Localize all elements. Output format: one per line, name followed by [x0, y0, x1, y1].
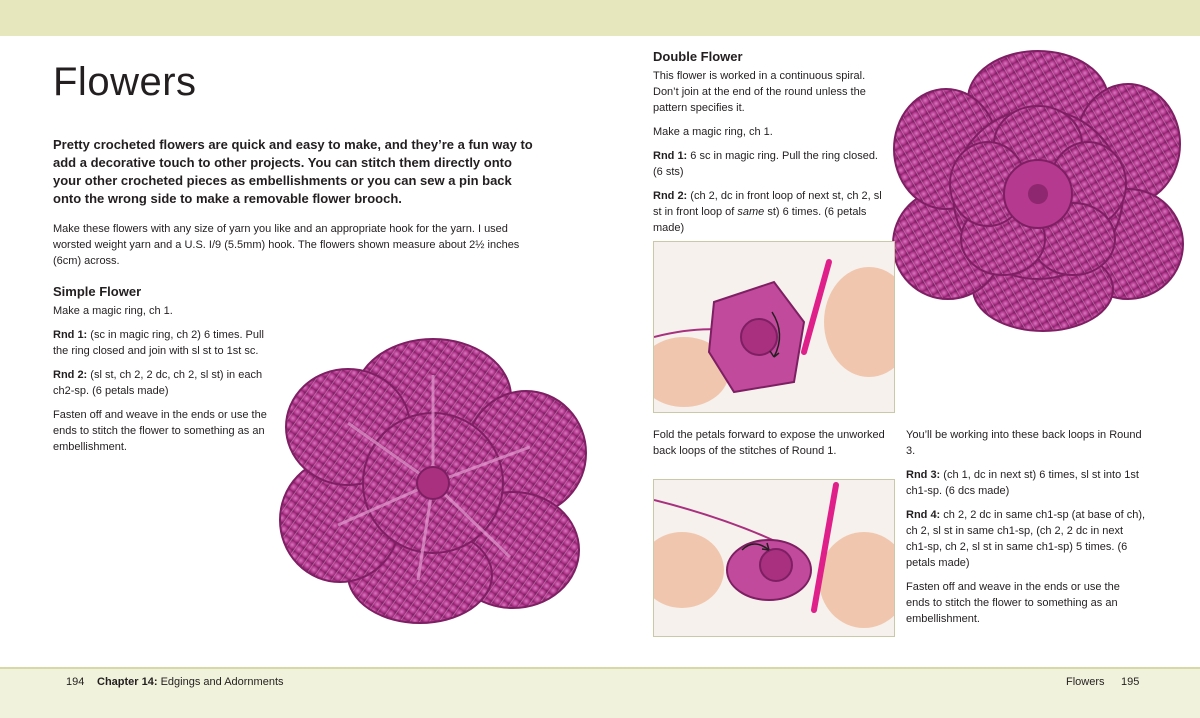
simple-flower-heading: Simple Flower: [53, 284, 142, 299]
double-flower-instructions-continued: [906, 427, 1146, 635]
step-photo-2-illustration: [654, 480, 895, 637]
right-section-name: Flowers: [1066, 676, 1105, 688]
simple-rnd1: Rnd 1: (sc in magic ring, ch 2) 6 times. Pull the ring closed and join with sl st to 1st sc.: [53, 329, 264, 357]
right-page-number: 195: [1121, 676, 1140, 688]
simple-rnd2: Rnd 2: (sl st, ch 2, 2 dc, ch 2, sl st) in each ch2-sp. (6 petals made): [53, 369, 263, 397]
page-title: Flowers: [53, 60, 197, 104]
intro-paragraph: Make these flowers with any size of yarn you like and an appropriate hook for the yarn. I used worsted weight yarn and a U.S. I/9 (5.5mm) hook. The flowers shown measure about 2½ inches (6cm) across.: [53, 223, 520, 267]
double-rnd2: Rnd 2: (ch 2, dc in front loop of next st, ch 2, sl st in front loop of same st) 6 times. (6 petals made): [653, 190, 882, 234]
header-band: [0, 0, 1200, 36]
double-rnd3: Rnd 3: (ch 1, dc in next st) 6 times, sl st into 1st ch1-sp. (6 dcs made): [906, 469, 1139, 497]
step-photo-1: [653, 241, 895, 413]
double-flower-photo: [888, 44, 1188, 334]
chapter-title: Chapter 14: Edgings and Adornments: [97, 676, 284, 688]
double-finish: Fasten off and weave in the ends or use the ends to stitch the flower to something as an embellishment.: [906, 581, 1120, 625]
simple-step0: Make a magic ring, ch 1.: [53, 305, 173, 317]
caption-fold-petals: Fold the petals forward to expose the unworked back loops of the stitches of Round 1.: [653, 429, 885, 457]
simple-finish: Fasten off and weave in the ends or use the ends to stitch the flower to something as an embellishment.: [53, 409, 267, 453]
step-photo-1-illustration: [654, 242, 895, 413]
double-rnd1: Rnd 1: 6 sc in magic ring. Pull the ring closed. (6 sts): [653, 150, 878, 178]
simple-flower-photo: [278, 335, 588, 625]
caption-back-loops: You’ll be working into these back loops in Round 3.: [906, 429, 1142, 457]
double-intro: This flower is worked in a continuous spiral. Don’t join at the end of the round unless the pattern specifies it.: [653, 70, 866, 114]
double-rnd4: Rnd 4: ch 2, 2 dc in same ch1-sp (at base of ch), ch 2, sl st in same ch1-sp, (ch 2, 2 dc in next ch1-sp, ch 2, sl st in same ch1-sp) 5 times. (6 petals made): [906, 509, 1146, 569]
step-photo-2: [653, 479, 895, 637]
double-flower-instructions: [653, 68, 883, 244]
simple-flower-instructions: [53, 303, 268, 463]
double-step0: Make a magic ring, ch 1.: [653, 126, 773, 138]
left-page-number: 194: [66, 676, 85, 688]
intro-bold-paragraph: Pretty crocheted flowers are quick and easy to make, and they’re a fun way to add a decorative touch to other projects. You can stitch them directly onto your other crocheted pieces as embellishments or you can sew a pin back onto the wrong side to make a removable flower brooch.: [53, 137, 533, 206]
double-flower-heading: Double Flower: [653, 49, 743, 64]
